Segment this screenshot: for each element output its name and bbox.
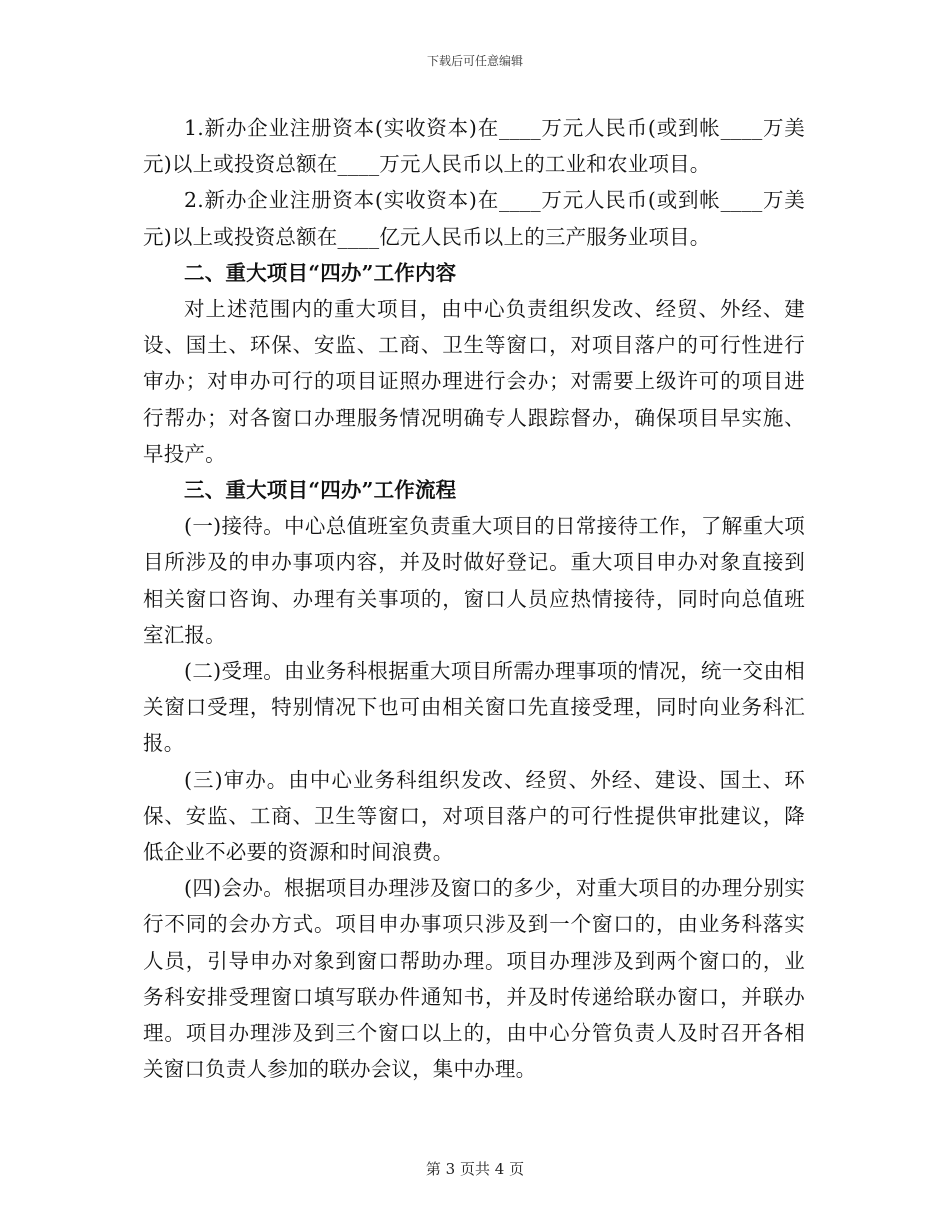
page-header: 下载后可任意编辑 — [426, 54, 523, 68]
step-acceptance-paragraph: (二)受理。由业务科根据重大项目所需办理事项的情况，统一交由相关窗口受理，特别情况下也可由相关窗口先直接受理，同时向业务科汇报。 — [143, 659, 805, 756]
list-item-1: 1.新办企业注册资本(实收资本)在____万元人民币(或到帐____万美元)以上或投资总额在____万元人民币以上的工业和农业项目。 — [143, 116, 805, 177]
step-reception-paragraph: (一)接待。中心总值班室负责重大项目的日常接待工作，了解重大项目所涉及的申办事项内容，并及时做好登记。重大项目申办对象直接到相关窗口咨询、办理有关事项的，窗口人员应热情接待，同时向总值班室汇报。 — [143, 514, 805, 647]
page-footer: 第 3 页共 4 页 — [425, 1160, 525, 1178]
section-2-paragraph: 对上述范围内的重大项目，由中心负责组织发改、经贸、外经、建设、国土、环保、安监、工商、卫生等窗口，对项目落户的可行性进行审办；对申办可行的项目证照办理进行会办；对需要上级许可的项目进行帮办；对各窗口办理服务情况明确专人跟踪督办，确保项目早实施、早投产。 — [143, 297, 805, 466]
section-heading-3: 三、重大项目“四办”工作流程 — [184, 478, 457, 503]
section-heading-2: 二、重大项目“四办”工作内容 — [184, 260, 457, 285]
step-joint-handling-paragraph: (四)会办。根据项目办理涉及窗口的多少，对重大项目的办理分别实行不同的会办方式。项目申办事项只涉及到一个窗口的，由业务科落实人员，引导申办对象到窗口帮助办理。项目办理涉及到两个窗口的，业务科安排受理窗口填写联办件通知书，并及时传递给联办窗口，并联办理。项目办理涉及到三个窗口以上的，由中心分管负责人及时召开各相关窗口负责人参加的联办会议，集中办理。 — [143, 876, 805, 1082]
list-item-2: 2.新办企业注册资本(实收资本)在____万元人民币(或到帐____万美元)以上或投资总额在____亿元人民币以上的三产服务业项目。 — [143, 188, 805, 249]
step-review-paragraph: (三)审办。由中心业务科组织发改、经贸、外经、建设、国土、环保、安监、工商、卫生等窗口，对项目落户的可行性提供审批建议，降低企业不必要的资源和时间浪费。 — [143, 767, 805, 865]
document-body — [143, 110, 805, 1087]
